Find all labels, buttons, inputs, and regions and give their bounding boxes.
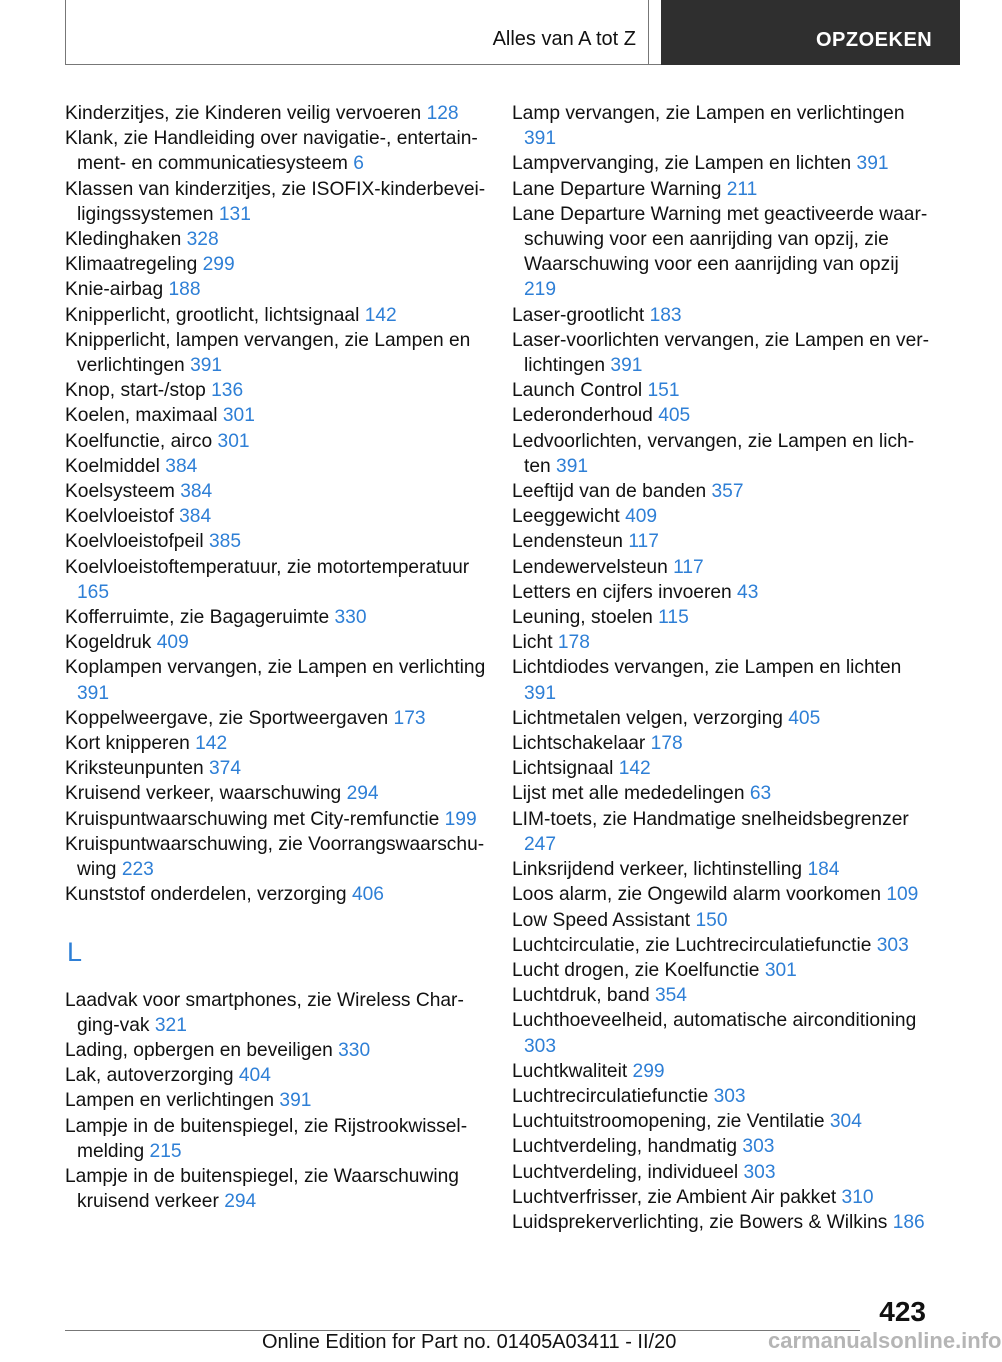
- index-entry: [512, 807, 932, 857]
- index-entry: [512, 1059, 932, 1084]
- index-entry: [512, 1084, 932, 1109]
- page-link[interactable]: 6: [353, 153, 364, 175]
- index-entry: [65, 277, 495, 302]
- index-entry: [65, 429, 495, 454]
- page-link[interactable]: 215: [149, 1140, 182, 1162]
- page-link[interactable]: 303: [742, 1136, 775, 1158]
- index-entry: [512, 731, 932, 756]
- index-entry: [512, 1160, 932, 1185]
- page-link[interactable]: 223: [121, 859, 154, 881]
- entry-text: Luchtkwaliteit: [512, 1060, 628, 1082]
- index-entry: [512, 1185, 932, 1210]
- edition-text: Online Edition for Part no. 01405A03411 - II/20: [262, 1331, 677, 1353]
- index-entry: [65, 101, 495, 126]
- entry-text: Luchtcirculatie, zie Luchtrecirculatiefunctie: [512, 934, 872, 956]
- index-entry: [512, 303, 932, 328]
- entry-text: Lamp vervangen, zie Lampen en verlichtingen: [512, 103, 905, 124]
- page-link[interactable]: 247: [524, 833, 557, 855]
- index-entry: [65, 655, 495, 705]
- index-entry: [65, 781, 495, 806]
- header-divider: [648, 0, 649, 64]
- page-link[interactable]: 391: [856, 153, 889, 175]
- entry-text: Licht: [512, 632, 553, 654]
- page-link[interactable]: 109: [886, 884, 919, 906]
- index-entry: [512, 1134, 932, 1159]
- entry-text: Lichtsignaal: [512, 758, 614, 780]
- page-link[interactable]: 299: [632, 1060, 665, 1082]
- entry-text: Luchtuitstroomopening, zie Ventilatie: [512, 1111, 825, 1133]
- page-link[interactable]: 391: [556, 455, 589, 477]
- index-entry: [65, 1164, 495, 1214]
- page-link[interactable]: 63: [749, 783, 772, 805]
- index-entry: [65, 1088, 495, 1113]
- entry-text: Lichtschakelaar: [512, 733, 646, 755]
- section-letter: L: [67, 936, 83, 967]
- entry-text: Koplampen vervangen, zie Lampen en verlichting: [65, 657, 486, 679]
- index-list-k: [65, 101, 495, 908]
- entry-text: Lampje in de buitenspiegel, zie Rijstrookwisselmelding: [65, 1115, 468, 1162]
- entry-text: Lane Departure Warning: [512, 178, 722, 200]
- index-entry: [65, 479, 495, 504]
- entry-text: Laser-voorlichten vervangen, zie Lampen en verlichtingen: [512, 329, 930, 377]
- page-link[interactable]: 117: [628, 531, 659, 553]
- index-entry: [512, 202, 932, 303]
- page-link[interactable]: 142: [195, 733, 228, 755]
- entry-text: Lijst met alle mededelingen: [512, 783, 745, 805]
- page-link[interactable]: 151: [647, 380, 680, 402]
- index-entry: [65, 529, 495, 554]
- page-link[interactable]: 404: [238, 1065, 271, 1087]
- entry-text: Letters en cijfers invoeren: [512, 581, 732, 603]
- entry-text: Lampen en verlichtingen: [65, 1090, 275, 1112]
- index-entry: [65, 1038, 495, 1063]
- entry-text: Lane Departure Warning met geactiveerde waarschuwing voor een aanrijding van opzij, zie Waarschuwing voor een aanrijding van opzij: [512, 203, 928, 276]
- page-link[interactable]: 304: [829, 1111, 862, 1133]
- index-entry: [512, 403, 932, 428]
- entry-text: Kort knipperen: [65, 733, 190, 755]
- page-link[interactable]: 384: [179, 506, 212, 528]
- page-link[interactable]: 303: [524, 1035, 557, 1057]
- entry-text: Lampvervanging, zie Lampen en lichten: [512, 153, 852, 175]
- index-entry: [512, 983, 932, 1008]
- page-link[interactable]: 328: [186, 229, 219, 251]
- entry-text: Luchtdruk, band: [512, 985, 650, 1007]
- index-list-l: [65, 988, 495, 1215]
- index-entry: [512, 756, 932, 781]
- index-entry: [65, 504, 495, 529]
- page-link[interactable]: 330: [334, 607, 367, 629]
- index-entry: [512, 908, 932, 933]
- page-link[interactable]: 385: [209, 531, 242, 553]
- entry-text: Ledvoorlichten, vervangen, zie Lampen en lichten: [512, 430, 915, 477]
- section-title: Alles van A tot Z: [492, 28, 636, 50]
- entry-text: Koelvloeistof: [65, 506, 174, 528]
- entry-text: Knie-airbag: [65, 279, 164, 301]
- entry-text: Luchtverdeling, handmatig: [512, 1136, 738, 1158]
- page-link[interactable]: 405: [788, 707, 821, 729]
- index-entry: [512, 933, 932, 958]
- entry-text: Klassen van kinderzitjes, zie ISOFIX-kinderbeveiligingssystemen: [65, 178, 486, 225]
- page-link[interactable]: 173: [393, 707, 426, 729]
- index-entry: [65, 731, 495, 756]
- page-link[interactable]: 303: [876, 934, 909, 956]
- index-entry: [65, 177, 495, 227]
- page-link[interactable]: 391: [77, 682, 110, 704]
- entry-text: Laadvak voor smartphones, zie Wireless Charging-vak: [65, 989, 464, 1036]
- entry-text: Lederonderhoud: [512, 405, 653, 427]
- entry-text: Koelvloeistofpeil: [65, 531, 204, 553]
- entry-text: Lendewervelsteun: [512, 556, 668, 578]
- index-entry: [512, 378, 932, 403]
- entry-text: Knipperlicht, lampen vervangen, zie Lampen en verlichtingen: [65, 329, 471, 377]
- tab-opzoeken[interactable]: [661, 0, 960, 65]
- index-entry: [512, 1210, 932, 1235]
- page-link[interactable]: 374: [209, 758, 242, 780]
- index-entry: [512, 630, 932, 655]
- page-link[interactable]: 128: [426, 103, 459, 124]
- page-link[interactable]: 294: [224, 1191, 257, 1213]
- page-link[interactable]: 391: [524, 128, 557, 150]
- index-entry: [512, 1008, 932, 1058]
- entry-text: Koelsysteem: [65, 481, 175, 503]
- index-entry: [65, 988, 495, 1038]
- entry-text: Kunststof onderdelen, verzorging: [65, 884, 347, 906]
- entry-text: Luchtverdeling, individueel: [512, 1161, 739, 1183]
- entry-text: Kriksteunpunten: [65, 758, 204, 780]
- page-link[interactable]: 178: [557, 632, 590, 654]
- index-entry: [65, 555, 495, 605]
- index-entry: [512, 706, 932, 731]
- index-entry: [65, 832, 495, 882]
- entry-text: Kruisend verkeer, waarschuwing: [65, 783, 342, 805]
- entry-text: Lichtdiodes vervangen, zie Lampen en lichten: [512, 657, 902, 679]
- index-entry: [65, 630, 495, 655]
- index-entry: [65, 882, 495, 907]
- index-entry: [65, 227, 495, 252]
- entry-text: Kofferruimte, zie Bagageruimte: [65, 607, 330, 629]
- index-entry: [65, 1114, 495, 1164]
- entry-text: Lichtmetalen velgen, verzorging: [512, 707, 783, 729]
- entry-text: Lading, opbergen en beveiligen: [65, 1039, 333, 1061]
- index-entry: [512, 429, 932, 479]
- entry-text: Knop, start-/stop: [65, 380, 206, 402]
- page-link[interactable]: 211: [726, 178, 758, 200]
- index-entry: [65, 756, 495, 781]
- index-entry: [512, 882, 932, 907]
- page-link[interactable]: 303: [743, 1161, 776, 1183]
- entry-text: Lendensteun: [512, 531, 623, 553]
- index-entry: [65, 328, 495, 378]
- entry-text: Laser-grootlicht: [512, 304, 645, 326]
- entry-text: Luchthoeveelheid, automatische airconditioning: [512, 1010, 917, 1032]
- entry-text: Klimaatregeling: [65, 254, 198, 276]
- header-bottom-rule: [65, 64, 661, 65]
- entry-text: Lampje in de buitenspiegel, zie Waarschuwing kruisend verkeer: [65, 1165, 459, 1213]
- entry-text: Lak, autoverzorging: [65, 1065, 234, 1087]
- entry-text: Luidsprekerverlichting, zie Bowers & Wilkins: [512, 1211, 888, 1233]
- page-link[interactable]: 391: [279, 1090, 312, 1112]
- index-entry: [512, 857, 932, 882]
- page-link[interactable]: 384: [180, 481, 213, 503]
- page-link[interactable]: 186: [892, 1211, 925, 1233]
- entry-text: Koppelweergave, zie Sportweergaven: [65, 707, 389, 729]
- entry-text: Luchtrecirculatiefunctie: [512, 1085, 709, 1107]
- page-link[interactable]: 183: [649, 304, 682, 326]
- page-link[interactable]: 391: [190, 355, 223, 377]
- page-link[interactable]: 310: [841, 1186, 874, 1208]
- page-link[interactable]: 142: [618, 758, 651, 780]
- entry-text: Loos alarm, zie Ongewild alarm voorkomen: [512, 884, 881, 906]
- index-entry: [65, 126, 495, 176]
- page-link[interactable]: 301: [764, 959, 797, 981]
- entry-text: Klank, zie Handleiding over navigatie-, entertainment- en communicatiesysteem: [65, 128, 478, 175]
- index-entry: [65, 605, 495, 630]
- entry-text: Kinderzitjes, zie Kinderen veilig vervoeren: [65, 103, 422, 124]
- entry-text: Luchtverfrisser, zie Ambient Air pakket: [512, 1186, 837, 1208]
- entry-text: Kruispuntwaarschuwing, zie Voorrangswaarschuwing: [65, 833, 485, 881]
- index-entry: [65, 403, 495, 428]
- watermark-logo: carmanualsonline.info: [768, 1328, 1002, 1353]
- entry-text: Launch Control: [512, 380, 643, 402]
- entry-text: Knipperlicht, grootlicht, lichtsignaal: [65, 304, 360, 326]
- page-link[interactable]: 142: [364, 304, 397, 326]
- page-link[interactable]: 178: [650, 733, 683, 755]
- page-link[interactable]: 409: [156, 632, 189, 654]
- index-entry: [512, 177, 932, 202]
- index-entry: [65, 454, 495, 479]
- page-link[interactable]: 131: [218, 203, 251, 225]
- page-link[interactable]: 117: [673, 556, 704, 578]
- index-entry: [512, 529, 932, 554]
- page-number: 423: [879, 1296, 926, 1327]
- tab-opzoeken-label: OPZOEKEN: [816, 29, 933, 51]
- index-entry: [512, 580, 932, 605]
- page-link[interactable]: 354: [654, 985, 687, 1007]
- page-link[interactable]: 165: [77, 581, 110, 603]
- index-column-left: [65, 101, 495, 1214]
- index-entry: [512, 555, 932, 580]
- page-link[interactable]: 303: [713, 1085, 746, 1107]
- index-entry: [512, 605, 932, 630]
- page-link[interactable]: 391: [524, 682, 557, 704]
- page-link[interactable]: 136: [211, 380, 244, 402]
- page-link[interactable]: 184: [807, 859, 840, 881]
- page-link[interactable]: 43: [737, 581, 759, 603]
- index-entry: [65, 303, 495, 328]
- index-entry: [65, 1063, 495, 1088]
- index-entry: [512, 1109, 932, 1134]
- page-link[interactable]: 357: [711, 481, 744, 503]
- page-link[interactable]: 199: [444, 808, 477, 830]
- index-entry: [512, 958, 932, 983]
- entry-text: Leeggewicht: [512, 506, 620, 528]
- index-entry: [512, 655, 932, 705]
- page-link[interactable]: 391: [610, 355, 643, 377]
- entry-text: Koelen, maximaal: [65, 405, 218, 427]
- entry-text: LIM-toets, zie Handmatige snelheidsbegrenzer: [512, 808, 909, 830]
- entry-text: Kruispuntwaarschuwing met City-remfunctie: [65, 808, 440, 830]
- entry-text: Lucht drogen, zie Koelfunctie: [512, 959, 760, 981]
- page-link[interactable]: 188: [168, 279, 201, 301]
- header-left-rule: [65, 0, 66, 64]
- entry-text: Low Speed Assistant: [512, 909, 691, 931]
- page-link[interactable]: 219: [524, 279, 557, 301]
- page-link[interactable]: 321: [154, 1014, 187, 1036]
- page-link[interactable]: 301: [222, 405, 255, 427]
- page-link[interactable]: 405: [658, 405, 691, 427]
- index-entry: [512, 101, 932, 151]
- entry-text: Leuning, stoelen: [512, 607, 653, 629]
- entry-text: Koelvloeistoftemperatuur, zie motortemperatuur: [65, 556, 470, 578]
- index-entry: [512, 479, 932, 504]
- page-link[interactable]: 330: [338, 1039, 371, 1061]
- index-entry: [65, 807, 495, 832]
- index-entry: [65, 252, 495, 277]
- entry-text: Leeftijd van de banden: [512, 481, 707, 503]
- index-entry: [512, 504, 932, 529]
- index-list-right: [512, 101, 932, 1235]
- entry-text: Koelfunctie, airco: [65, 430, 213, 452]
- index-entry: [512, 151, 932, 176]
- entry-text: Kogeldruk: [65, 632, 152, 654]
- index-column-right: [512, 101, 932, 1235]
- index-entry: [512, 328, 932, 378]
- entry-text: Kledinghaken: [65, 229, 182, 251]
- page-link[interactable]: 294: [346, 783, 379, 805]
- page-link[interactable]: 299: [202, 254, 235, 276]
- index-entry: [512, 781, 932, 806]
- index-entry: [65, 378, 495, 403]
- entry-text: Koelmiddel: [65, 455, 160, 477]
- page-link[interactable]: 384: [165, 455, 198, 477]
- page-link[interactable]: 301: [217, 430, 250, 452]
- page-link[interactable]: 115: [658, 607, 689, 629]
- page-link[interactable]: 150: [695, 909, 728, 931]
- entry-text: Linksrijdend verkeer, lichtinstelling: [512, 859, 803, 881]
- page-link[interactable]: 406: [351, 884, 384, 906]
- page-link[interactable]: 409: [625, 506, 658, 528]
- index-entry: [65, 706, 495, 731]
